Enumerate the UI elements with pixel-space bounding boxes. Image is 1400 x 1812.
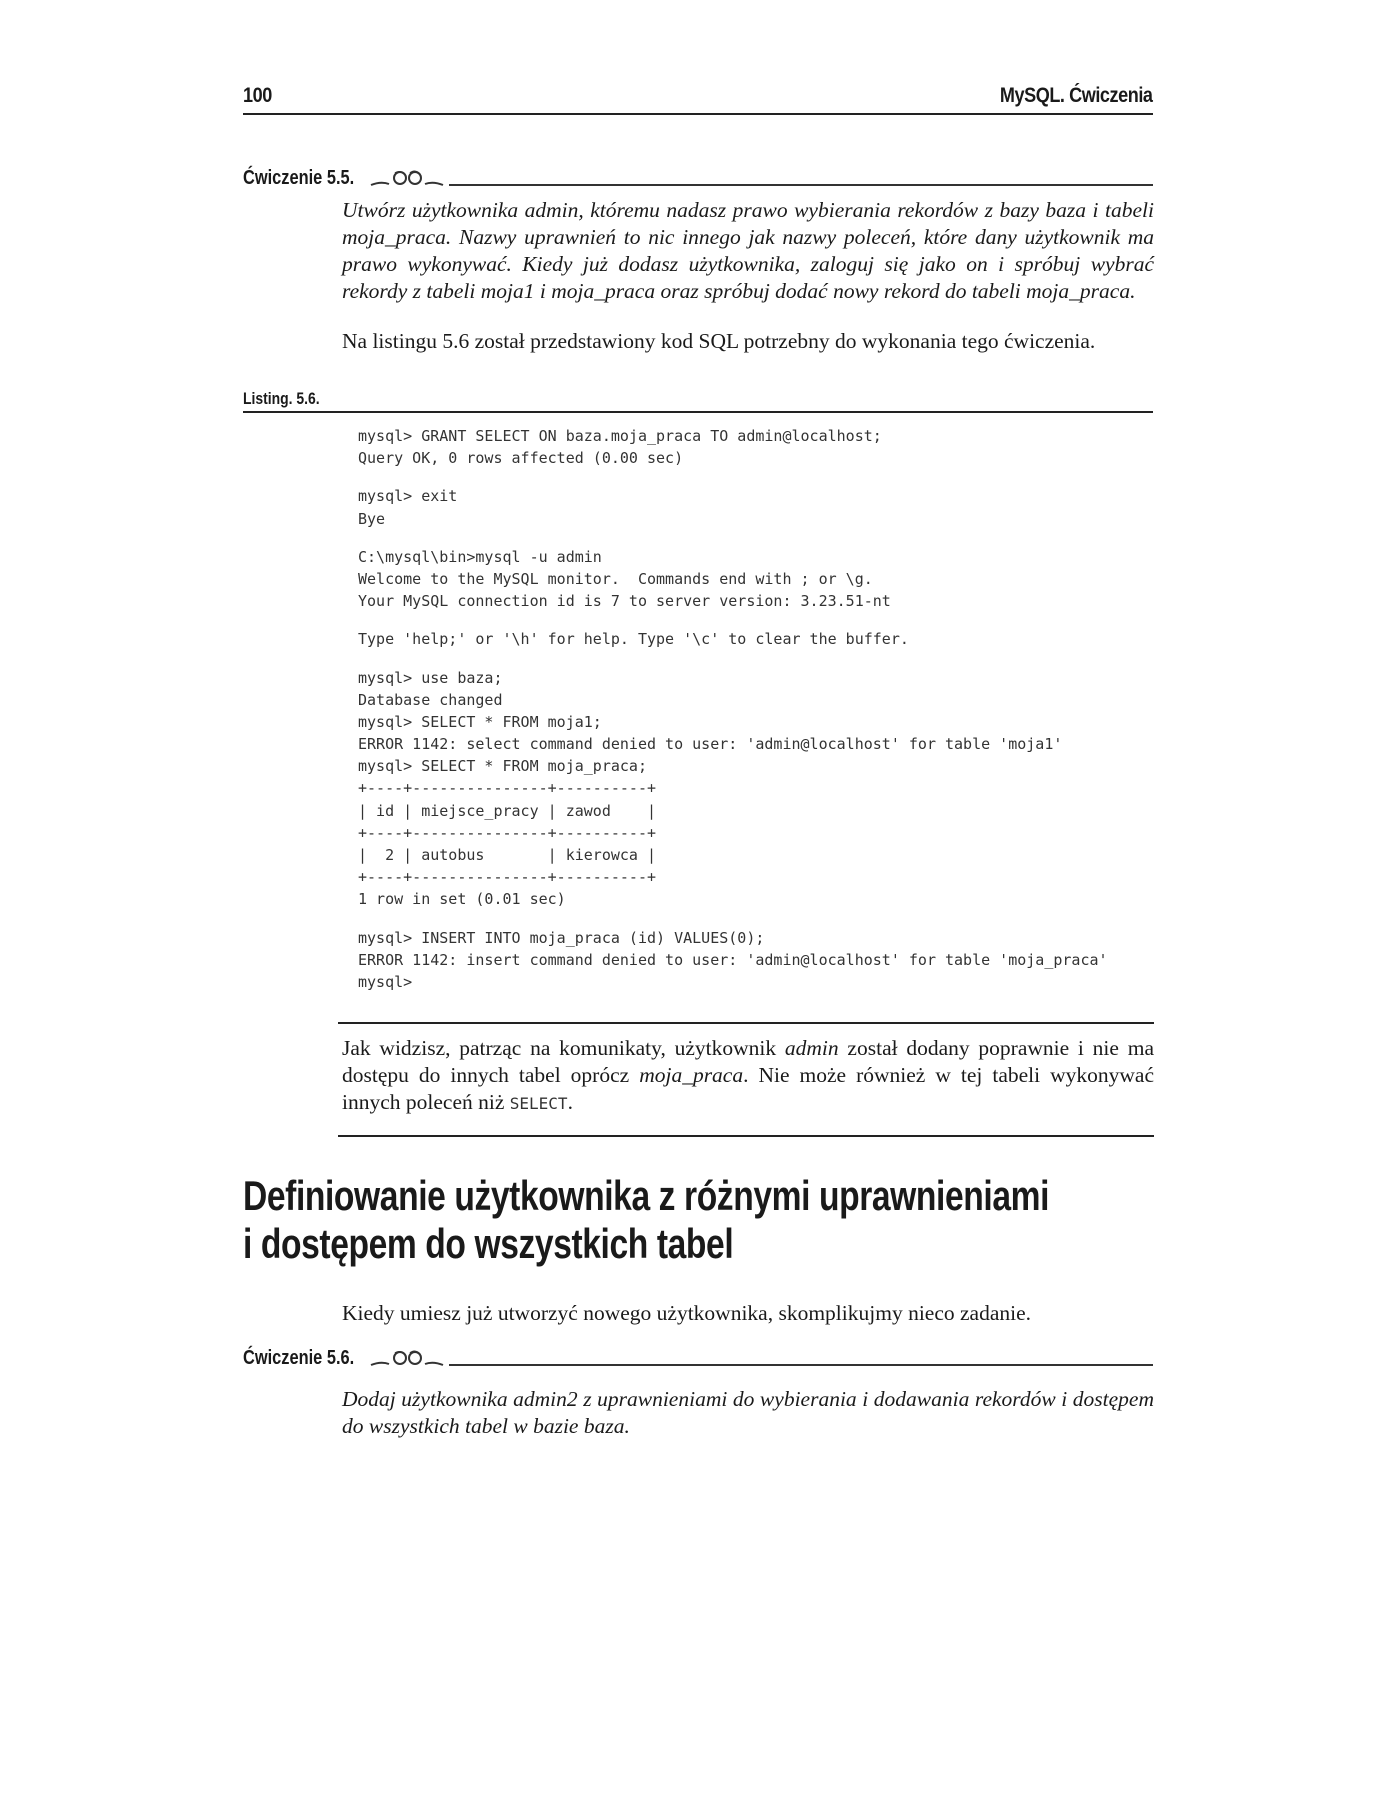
code-line: mysql> GRANT SELECT ON baza.moja_praca TO admin@localhost; — [358, 427, 882, 445]
summary-command: SELECT — [509, 1094, 568, 1113]
code-line: Database changed — [358, 690, 503, 709]
summary-paragraph — [342, 1035, 1154, 1117]
code-line: mysql> exit — [358, 487, 458, 506]
listing-block — [358, 546, 1148, 613]
section-title-line-1: Definiowanie użytkownika z różnymi uprawnieniami — [243, 1172, 1050, 1219]
code-line: Query OK, 0 rows affected (0.00 sec) — [358, 449, 684, 468]
code-line: mysql> use baza; — [358, 668, 503, 687]
code-line: +----+---------------+----------+ — [358, 868, 657, 887]
exercise-heading — [243, 164, 1153, 190]
summary-text-4: . — [567, 1090, 573, 1114]
summary-bottom-rule — [338, 1135, 1154, 1137]
code-line: | id | miejsce_pracy | zawod | — [358, 801, 657, 820]
section-title-line-2: i dostępem do wszystkich tabel — [243, 1220, 734, 1267]
code-line: Welcome to the MySQL monitor. Commands end with ; or \g. — [358, 569, 873, 588]
code-line: C:\mysql\bin>mysql -u admin — [358, 547, 602, 566]
exercise-text: Dodaj użytkownika admin2 z uprawnieniami do wybierania i dodawania rekordów i dostępem do wszystkich tabel w bazie baza. — [342, 1387, 1154, 1438]
listing-block — [358, 927, 1148, 994]
section-title — [243, 1172, 1123, 1268]
code-line: mysql> INSERT INTO moja_praca (id) VALUES(0); — [358, 928, 765, 947]
summary-text-1: Jak widzisz, patrząc na komunikaty, użytkownik — [342, 1036, 785, 1060]
fleuron-ornament-icon — [367, 168, 447, 190]
summary-text-2: został dodany poprawnie i nie ma dostępu do innych tabel oprócz — [342, 1036, 1154, 1087]
heading-rule — [449, 1364, 1153, 1366]
exercise-text: Utwórz użytkownika admin, któremu nadasz prawo wybierania rekordów z bazy baza i tabeli moja_praca. Nazwy uprawnień to nic innego jak nazwy poleceń, które dany użytkownik ma prawo wykonywać. Kiedy już dodasz użytkownika, zaloguj się jako on i spróbuj wybrać rekordy z tabeli moja1 i moja_praca oraz spróbuj dodać nowy rekord do tabeli moja_praca. — [342, 198, 1154, 303]
exercise-label: Ćwiczenie 5.6. — [243, 1347, 355, 1369]
summary-table: moja_praca — [639, 1063, 744, 1087]
exercise-label: Ćwiczenie 5.5. — [243, 167, 355, 189]
heading-rule — [449, 184, 1153, 186]
listing-block — [358, 485, 1148, 529]
code-line: +----+---------------+----------+ — [358, 823, 657, 842]
listing-block — [358, 628, 1148, 650]
page-number: 100 — [243, 84, 272, 107]
code-line: +----+---------------+----------+ — [358, 779, 657, 798]
code-line: mysql> SELECT * FROM moja1; — [358, 712, 602, 731]
intro-paragraph: Na listingu 5.6 został przedstawiony kod SQL potrzebny do wykonania tego ćwiczenia. — [342, 329, 1096, 353]
code-line: Your MySQL connection id is 7 to server version: 3.23.51-nt — [358, 592, 891, 611]
summary-user: admin — [784, 1036, 839, 1060]
listing-block — [358, 667, 1148, 911]
sql-listing — [358, 425, 1148, 1009]
code-line: mysql> SELECT * FROM moja_praca; — [358, 757, 647, 776]
code-line: Type 'help;' or '\h' for help. Type '\c' to clear the buffer. — [358, 630, 909, 649]
code-line: mysql> — [358, 972, 413, 991]
book-title: MySQL. Ćwiczenia — [1000, 84, 1153, 107]
code-line: ERROR 1142: select command denied to user: 'admin@localhost' for table 'moja1' — [358, 735, 1063, 754]
exercise-heading — [243, 1344, 1153, 1370]
code-line: | 2 | autobus | kierowca | — [358, 846, 657, 864]
listing-label: Listing. 5.6. — [243, 389, 320, 408]
listing-block — [358, 425, 1148, 469]
code-line: Bye — [358, 509, 386, 528]
section-intro: Kiedy umiesz już utworzyć nowego użytkownika, skomplikujmy nieco zadanie. — [342, 1301, 1032, 1325]
code-line: ERROR 1142: insert command denied to user: 'admin@localhost' for table 'moja_praca' — [358, 950, 1108, 969]
listing-bottom-rule — [338, 1022, 1154, 1024]
summary-text-3: . Nie może również w tej tabeli wykonywać innych poleceń niż — [342, 1063, 1154, 1114]
fleuron-ornament-icon — [367, 1348, 447, 1370]
running-header — [243, 84, 1153, 115]
listing-heading — [243, 385, 1153, 413]
code-line: 1 row in set (0.01 sec) — [358, 890, 566, 909]
